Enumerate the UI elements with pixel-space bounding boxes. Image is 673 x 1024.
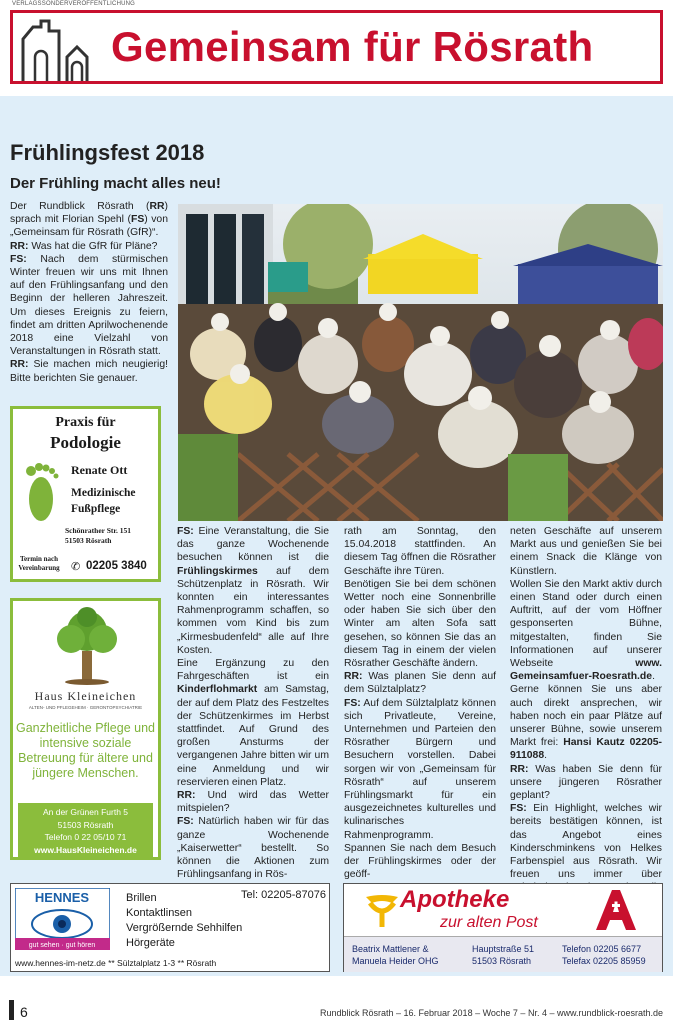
apotheke-title: Apotheke <box>400 886 510 913</box>
apotheke-phone: Telefon 02205 6677 <box>562 944 642 954</box>
hennes-service-item: Kontaktlinsen <box>126 907 193 919</box>
podologie-title: Praxis für <box>55 415 116 430</box>
podologie-specialty-2: Fußpflege <box>71 503 121 515</box>
haus-city: 51503 Rösrath <box>57 819 114 830</box>
posthorn-icon <box>362 889 402 929</box>
haus-phone: Telefon 0 22 05/10 71 <box>44 832 127 842</box>
article-headline: Frühlingsfest 2018 <box>10 140 205 165</box>
hennes-logo-text: HENNES <box>34 890 90 905</box>
footprint-icon <box>19 457 61 527</box>
pharmacy-a-icon <box>592 888 640 932</box>
apotheke-owner-line: Manuela Heider OHG <box>352 955 439 966</box>
podologie-specialty: Medizinische <box>71 487 136 499</box>
text-run: ) von „Gemeinsam für Rösrath (GfR)“. <box>10 214 168 239</box>
haus-address: An der Grünen Furth 5 <box>42 807 129 817</box>
town-logo-icon <box>19 17 103 85</box>
footer-credit: Rundblick Rösrath – 16. Februar 2018 – Woche 7 – Nr. 4 – www.rundblick-roesrath.de <box>319 1008 663 1018</box>
bold-run: FS: <box>344 697 361 709</box>
apotheke-fax: Telefax 02205 85959 <box>562 955 646 966</box>
text-run: auf dem Schützenplatz in Rösrath. Wir konnten ein interessantes Rahmenprogramm schaffen, so kommen vom Kind bis zum „Kirmesbudenfeld“ alle auf Ihre Kosten. Eine Ergänzung zu den Fahrgeschäften ist ein <box>177 565 329 683</box>
article-column-3 <box>510 525 662 908</box>
podologie-city: 51503 Rösrath <box>65 536 112 545</box>
hennes-service-item: Hörgeräte <box>126 937 175 949</box>
haus-name: Haus Kleineichen <box>34 689 137 703</box>
bold-run: FS: <box>510 803 527 815</box>
text-run: Eine Veranstaltung, die Sie das ganze Wochenende besuchen können ist die <box>177 526 329 564</box>
bold-run: FS: <box>177 816 194 828</box>
hennes-phone: Tel: 02205-87076 <box>241 889 327 901</box>
bold-run: FS: <box>177 526 194 537</box>
text-run: Was haben Sie denn für unsere jüngeren Rösrather geplant? <box>510 763 662 802</box>
apotheke-owner-line: Beatrix Mattlener & <box>352 944 429 954</box>
bold-run: Hansi Kautz 02205-911088 <box>510 737 662 762</box>
podologie-title-main: Podologie <box>50 433 121 452</box>
text-run: . <box>544 750 547 762</box>
masthead-title: Gemeinsam für Rösrath <box>111 23 594 70</box>
text-run: . Gerne können Sie uns aber auch direkt ansprechen, wir haben noch ein paar Plätze auf unserer Bühne, sowie unserem Markt frei: <box>510 671 662 749</box>
text-run: Der Rundblick Rösrath ( <box>10 201 150 212</box>
haus-website-link[interactable]: www.HausKleineichen.de <box>34 844 137 855</box>
text-run: ) sprach mit Florian Spehl ( <box>10 201 168 226</box>
hennes-logo <box>15 888 110 950</box>
article-intro <box>10 200 168 385</box>
text-run: neten Geschäfte auf unserem Markt aus und genießen Sie bei einem Snack die Klänge von Künstlern. Wollen Sie den Markt aktiv durch einen Stand oder durch einen Auftritt, auf der vom Höffner gesponserten Bühne, mitgestalten, finden Sie Informationen auf unserer Webseite <box>510 526 662 670</box>
bold-run: RR: <box>10 359 29 371</box>
bold-run: RR: <box>177 790 196 802</box>
article-column-2 <box>344 525 496 881</box>
footer-marker <box>9 1000 14 1020</box>
bold-run: Kinderflohmarkt <box>177 684 258 696</box>
hennes-ad <box>10 883 330 972</box>
hennes-service-item: Brillen <box>126 892 157 904</box>
festival-photo <box>178 204 663 521</box>
text-run: am Samstag, der auf dem Platz des Festzeltes der Schützenkirmes im Herbst stattfindet. Auf Grund des großen Ansturms der vergangenen Jahre bitten wir um eine Anmeldung und wir reservieren einen Platz. <box>177 684 329 788</box>
bold-run: RR: <box>344 671 363 683</box>
page-number: 6 <box>20 1004 28 1020</box>
text-run: Ein Highlight, welches wir bereits bestätigen können, ist das Angebot eines Kinderschminkens von Helkes Farbenspiel aus Rösrath. Wir freuen uns immer über <box>510 803 662 881</box>
bold-run: RR: <box>10 240 29 252</box>
podologie-street: Schönrather Str. 151 <box>65 526 132 535</box>
publication-kicker: VERLAGSSONDERVERÖFFENTLICHUNG <box>12 1 136 7</box>
text-run: Was hat die GfR für Pläne? <box>31 240 158 252</box>
text-run: Was planen Sie denn auf dem Sülztalplatz? <box>344 671 496 696</box>
article-column-1 <box>177 525 329 881</box>
haus-contact-box <box>18 803 153 857</box>
hennes-footer: www.hennes-im-netz.de ** Sülztalplatz 1-3 ** Rösrath <box>15 958 217 968</box>
apotheke-subtitle: zur alten Post <box>440 914 538 931</box>
haus-subtitle: ALTEN- UND PFLEGEHEIM · GERONTOPSYCHIATRIE <box>28 705 143 710</box>
text-run: Und wird das Wetter mitspielen? <box>177 790 329 815</box>
haus-description: Ganzheitliche Pflege und intensive soziale Betreuung für ältere und jüngere Menschen. <box>16 721 155 780</box>
text-run: rath am Sonntag, den 15.04.2018 stattfinden. An diesem Tag öffnen die Rösrather Geschäfte ihre Türen. Benötigen Sie bei dem schönen Wetter noch eine Sonnenbrille oder haben Sie sich über den Winter am alten Sofa satt gesehen, so können Sie das an diesem Tag in einem der vielen Rösrather Geschäfte ändern. <box>344 526 496 670</box>
masthead <box>10 10 663 84</box>
apotheke-ad <box>343 883 663 972</box>
tree-icon <box>53 607 121 685</box>
text-run: Auf dem Sülztalplatz können sich Privatleute, Vereine, Unternehmen und Parteien den Rösrather Bürgern und Besuchern vorstellen. Dabei sorgen wir von „Gemeinsam für Rösrath“ auf unserem Frühlingsmarkt für ein ausgezeichnetes kulturelles und kulinarisches Rahmenprogramm. Spannen Sie nach dem Besuch der Frühlingskirmes oder der geöff- <box>344 697 496 881</box>
hennes-service-item: Vergrößernde Sehhilfen <box>126 922 243 934</box>
bold-run: Frühlingskirmes <box>177 565 258 577</box>
bold-run: RR: <box>510 763 529 775</box>
text-run: Nach dem stürmischen Winter freuen wir uns mit Ihnen auf den Frühlingsanfang und den Beginn der helleren Jahreszeit. Um dieses Ereignis zu feiern, findet am dritten Aprilwochenende 2018 eine Vielzahl von Veranstaltungen in Rösrath statt. <box>10 253 168 358</box>
podologie-appointment-note: Termin nach Vereinbarung <box>18 555 60 572</box>
podologie-name: Renate Ott <box>71 463 128 477</box>
haus-kleineichen-ad <box>10 598 161 860</box>
article-subhead: Der Frühling macht alles neu! <box>10 175 221 192</box>
text-run: Natürlich haben wir für das ganze Wochenende „Kaiserwetter“ bestellt. So können die Aktionen zum Frühlingsanfang in Rös- <box>177 816 329 881</box>
bold-run: FS: <box>10 253 27 265</box>
apotheke-city: 51503 Rösrath <box>472 955 532 966</box>
apotheke-owners <box>352 944 439 967</box>
bold-run: RR <box>149 201 165 212</box>
apotheke-contact <box>562 944 646 967</box>
bold-run: www. Gemeinsamfuer-Roesrath.de <box>510 658 662 683</box>
phone-icon: ✆ <box>71 561 81 573</box>
podologie-ad <box>10 406 161 582</box>
apotheke-street: Hauptstraße 51 <box>472 944 535 954</box>
bold-run: FS <box>130 214 145 226</box>
podologie-phone: 02205 3840 <box>86 560 147 572</box>
text-run: Sie machen mich neugierig! Bitte berichten Sie genauer. <box>10 359 168 384</box>
apotheke-address <box>472 944 534 967</box>
hennes-logo-tagline: gut sehen · gut hören <box>28 942 96 949</box>
hennes-services <box>126 891 242 951</box>
